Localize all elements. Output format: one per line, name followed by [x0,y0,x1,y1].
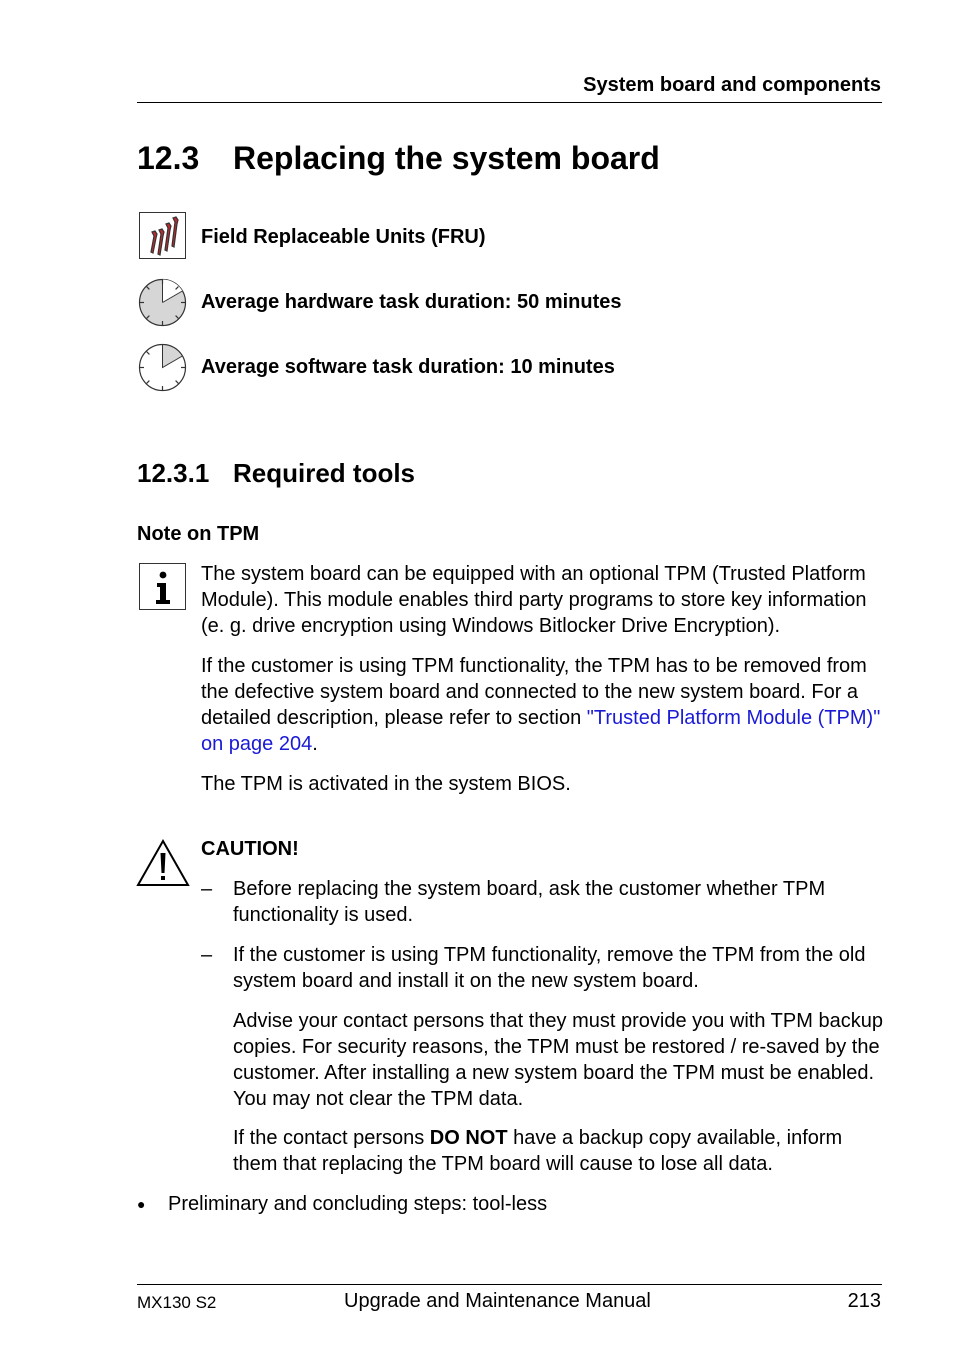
dash-marker: – [201,944,213,966]
wrench-tools-icon [139,212,187,260]
clock-software-icon [138,343,187,392]
header-divider [137,102,882,103]
running-header: System board and components [583,74,881,96]
clock-hardware-icon [138,278,187,327]
caution-icon [136,838,190,888]
caution-item-2: If the customer is using TPM functionality, remove the TPM from the old system board and install it on the new system board. [233,944,866,992]
bullet-icon: ● [137,1196,146,1212]
note-title: Note on TPM [137,523,260,545]
caution-backup-text: If the contact persons [233,1127,430,1149]
footer-manual-title: Upgrade and Maintenance Manual [344,1290,651,1312]
dash-marker: – [201,878,213,900]
caution-backup-text-end: have a backup copy available, inform them that replacing the TPM board will cause to lose all data. [233,1127,843,1175]
tpm-section-link[interactable]: "Trusted Platform Module (TPM)" on page 204 [201,707,881,755]
fru-label: Field Replaceable Units (FRU) [201,226,486,248]
note-body [201,561,885,797]
note-paragraph-2 [201,653,885,757]
hardware-duration: Average hardware task duration: 50 minutes [201,291,622,313]
note-paragraph-2-text: If the customer is using TPM functionality, the TPM has to be removed from the defective system board and connected to the new system board. For a detailed description, please refer to section [201,655,867,729]
caution-backup-paragraph [233,1125,885,1177]
do-not-emphasis: DO NOT [429,1127,508,1149]
note-paragraph-2-end: . [312,733,318,755]
subsection-title: Required tools [233,458,416,488]
info-icon [139,563,187,611]
caution-title: CAUTION! [201,838,299,860]
bullet-item: Preliminary and concluding steps: tool-less [168,1193,548,1215]
caution-advise-paragraph: Advise your contact persons that they must provide you with TPM backup copies. For security reasons, the TPM must be restored / re-saved by the customer. After installing a new system board the TPM must be enabled. You may not clear the TPM data. [233,1010,883,1110]
note-paragraph-3: The TPM is activated in the system BIOS. [201,773,571,795]
page-title: Replacing the system board [233,140,660,176]
note-paragraph-1: The system board can be equipped with an optional TPM (Trusted Platform Module). This module enables third party programs to store key information (e. g. drive encryption using Windows Bitlocker Drive Encryption). [201,563,867,637]
footer-divider [137,1284,882,1285]
caution-item-1: Before replacing the system board, ask the customer whether TPM functionality is used. [233,878,826,926]
subsection-number: 12.3.1 [137,458,210,488]
footer-model: MX130 S2 [137,1293,217,1312]
software-duration: Average software task duration: 10 minutes [201,356,615,378]
section-number: 12.3 [137,140,200,176]
page-number: 213 [847,1290,881,1312]
